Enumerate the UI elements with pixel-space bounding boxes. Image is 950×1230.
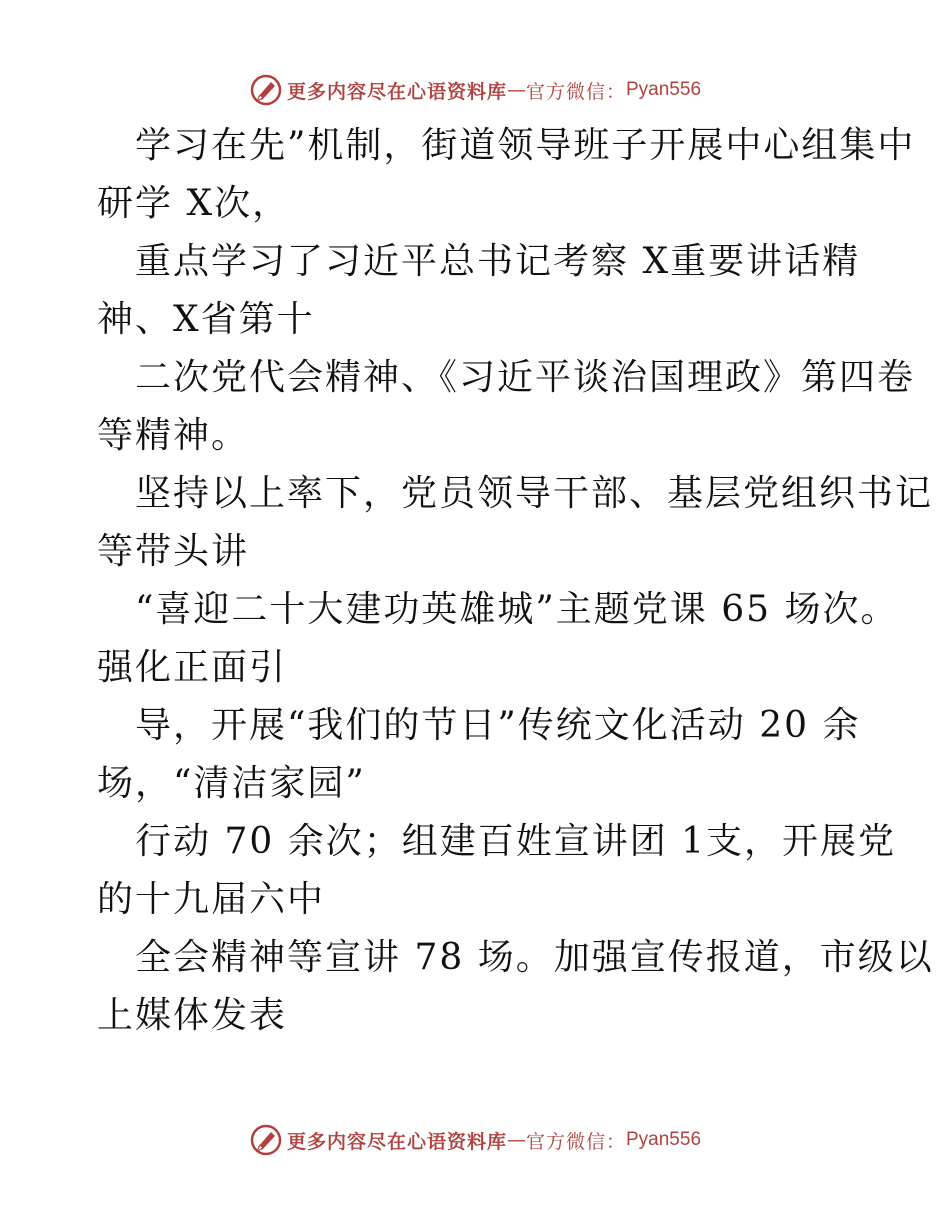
body-line: 神、X省第十 <box>97 299 315 340</box>
banner-separator: — <box>506 79 526 101</box>
body-line: 全会精神等宣讲 78 场。加强宣传报道，市级以 <box>135 937 934 978</box>
banner-wechat-label: 官方微信： <box>525 1130 626 1153</box>
banner-separator: — <box>506 1129 526 1151</box>
body-line: 的十九届六中 <box>97 879 326 920</box>
body-line: 上媒体发表 <box>97 995 288 1036</box>
body-line: 二次党代会精神、《习近平谈治国理政》第四卷 <box>135 357 916 398</box>
body-line: 场，“清洁家园” <box>97 763 366 804</box>
body-line: 等带头讲 <box>97 531 250 572</box>
body-line: 学习在先”机制，街道领导班子开展中心组集中 <box>135 125 916 166</box>
banner-wechat-id: Pyan556 <box>626 1129 702 1150</box>
banner-wechat-label: 官方微信： <box>525 80 626 103</box>
pen-nib-logo-icon <box>249 73 283 107</box>
body-line: 强化正面引 <box>97 647 288 688</box>
banner-brand-text: 更多内容尽在心语资料库 <box>286 1130 507 1153</box>
body-line: 坚持以上率下，党员领导干部、基层党组织书记 <box>135 473 934 514</box>
body-line: 等精神。 <box>97 415 250 456</box>
banner-wechat-id: Pyan556 <box>626 79 702 100</box>
pen-nib-logo-icon <box>249 1123 283 1157</box>
body-line: 重点学习了习近平总书记考察 X重要讲话精 <box>135 241 861 282</box>
header-watermark-banner <box>0 70 950 110</box>
banner-brand-text: 更多内容尽在心语资料库 <box>286 80 507 103</box>
body-line: 研学 X次， <box>97 183 291 224</box>
body-line: “喜迎二十大建功英雄城”主题党课 65 场次。 <box>135 589 899 630</box>
body-line: 行动 70 余次；组建百姓宣讲团 1支，开展党 <box>135 821 897 862</box>
footer-watermark-banner <box>0 1120 950 1160</box>
body-line: 导，开展“我们的节日”传统文化活动 20 余 <box>135 705 861 746</box>
